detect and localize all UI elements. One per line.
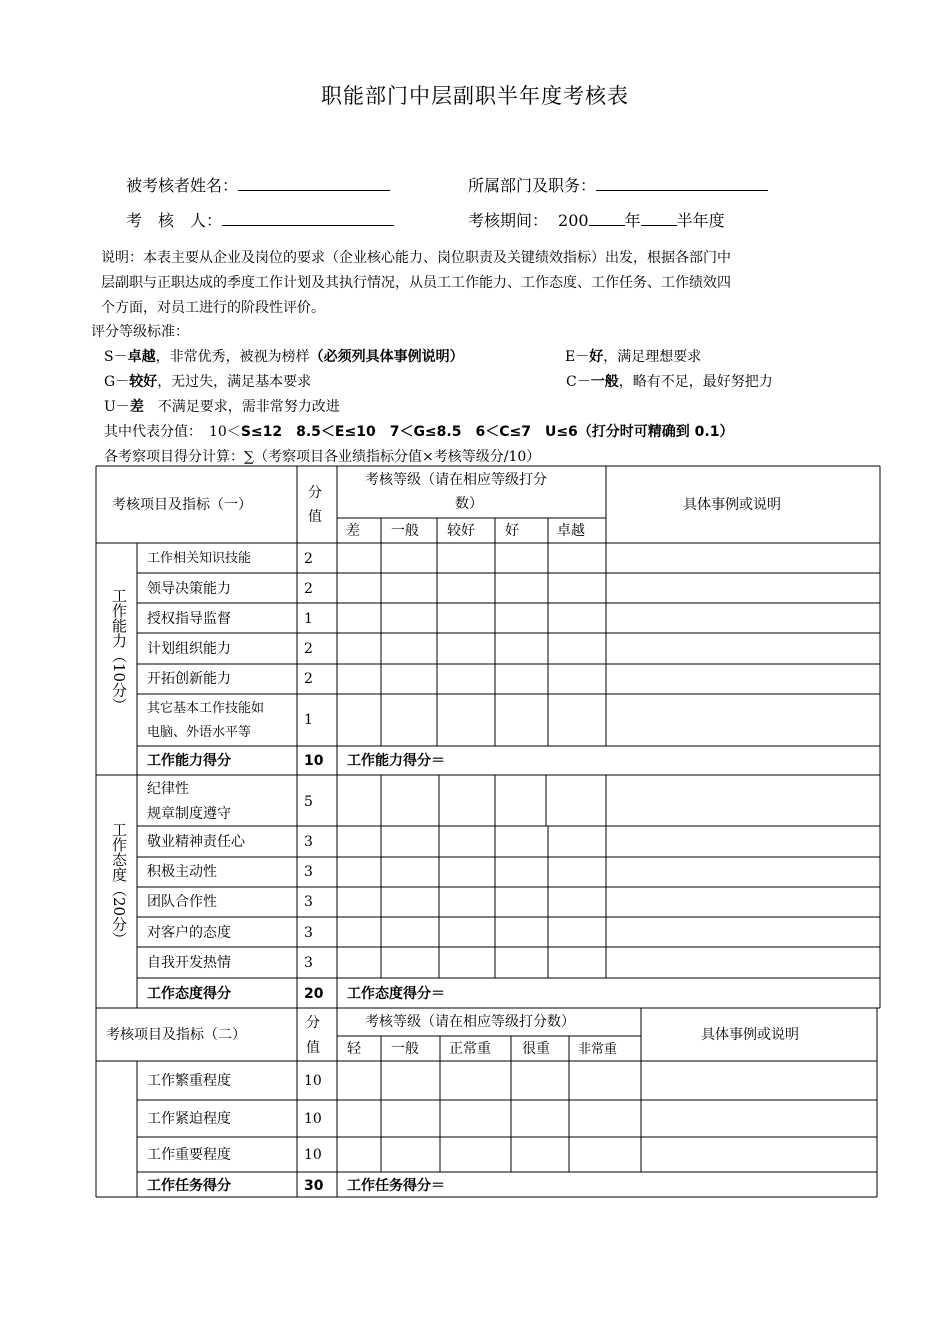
attitude-total-score: 20 <box>304 986 324 1002</box>
attitude-score-4: 3 <box>304 925 313 941</box>
ability-item-5a: 其它基本工作技能如 <box>147 701 265 716</box>
ability-item-0: 工作相关知识技能 <box>147 551 252 566</box>
t1-header-score-2: 值 <box>308 509 322 525</box>
t2-grade-3: 很重 <box>522 1041 550 1057</box>
t2-grade-2: 正常重 <box>449 1041 491 1057</box>
ability-item-3: 计划组织能力 <box>147 641 231 657</box>
attitude-item-2: 积极主动性 <box>147 864 217 880</box>
t1-header-item: 考核项目及指标（一） <box>112 497 252 513</box>
ability-item-1: 领导决策能力 <box>147 581 231 597</box>
t2-grade-1: 一般 <box>391 1041 419 1057</box>
ability-score-4: 2 <box>304 671 313 687</box>
t1-grade-3: 好 <box>505 523 519 539</box>
score-ranges: 其中代表分值： 10＜S≤12 8.5＜E≤10 7＜G≤8.5 6＜C≤7 U≤6（打分时可精确到 0.1） <box>104 424 734 440</box>
attitude-category-label: 工作态度（20分） <box>110 822 128 947</box>
attitude-total-label: 工作态度得分 <box>147 986 231 1002</box>
name-label: 被考核者姓名： <box>126 176 239 195</box>
ability-item-5b: 电脑、外语水平等 <box>147 725 252 740</box>
ability-score-2: 1 <box>304 611 313 627</box>
task-total-result: 工作任务得分＝ <box>347 1178 445 1194</box>
t2-header-score-1: 分 <box>306 1015 320 1031</box>
attitude-score-1: 3 <box>304 834 313 850</box>
dept-label: 所属部门及职务： <box>468 176 597 195</box>
period-label: 考核期间： <box>468 211 549 230</box>
attitude-score-5: 3 <box>304 955 313 971</box>
t1-header-grade-2: 数） <box>455 496 483 512</box>
ability-score-3: 2 <box>304 641 313 657</box>
t2-grade-0: 轻 <box>347 1041 361 1057</box>
assessor-label: 考 核 人： <box>126 211 223 230</box>
attitude-item-4: 对客户的态度 <box>147 925 231 941</box>
t2-grade-4: 非常重 <box>578 1042 618 1057</box>
attitude-item-3: 团队合作性 <box>147 894 217 910</box>
ability-item-2: 授权指导监督 <box>147 611 231 627</box>
t1-grade-4: 卓越 <box>557 523 585 539</box>
task-item-1: 工作紧迫程度 <box>147 1111 231 1127</box>
grade-c: C－一般，略有不足，最好努把力 <box>566 374 773 390</box>
t2-header-desc: 具体事例或说明 <box>701 1027 799 1043</box>
page-title: 职能部门中层副职半年度考核表 <box>321 84 629 108</box>
task-total-score: 30 <box>304 1178 324 1194</box>
period-year: 200 <box>558 211 589 230</box>
t2-header-item: 考核项目及指标（二） <box>106 1027 246 1043</box>
ability-score-0: 2 <box>304 551 313 567</box>
task-item-2: 工作重要程度 <box>147 1147 231 1163</box>
attitude-score-2: 3 <box>304 864 313 880</box>
task-score-0: 10 <box>304 1073 322 1089</box>
ability-total-label: 工作能力得分 <box>147 753 231 769</box>
t1-header-score-1: 分 <box>308 485 322 501</box>
score-formula: 各考察项目得分计算：∑（考察项目各业绩指标分值×考核等级分/10） <box>104 449 541 465</box>
task-total-label: 工作任务得分 <box>147 1178 231 1194</box>
attitude-total-result: 工作态度得分＝ <box>347 986 445 1002</box>
grade-u: U－差 不满足要求，需非常努力改进 <box>104 399 340 415</box>
task-score-1: 10 <box>304 1111 322 1127</box>
attitude-item-5: 自我开发热情 <box>147 955 231 971</box>
attitude-score-3: 3 <box>304 894 313 910</box>
ability-total-result: 工作能力得分＝ <box>347 753 445 769</box>
grade-e: E－好，满足理想要求 <box>565 349 702 365</box>
attitude-score-0: 5 <box>304 794 313 810</box>
ability-category-label: 工作能力（10分） <box>110 588 128 713</box>
ability-score-5: 1 <box>304 712 313 728</box>
intro-line-3: 个方面，对员工进行的阶段性评价。 <box>101 300 325 316</box>
t1-grade-0: 差 <box>346 523 360 539</box>
attitude-item-1: 敬业精神责任心 <box>147 834 245 850</box>
t1-grade-2: 较好 <box>447 523 475 539</box>
grade-g: G－较好，无过失，满足基本要求 <box>104 374 312 390</box>
ability-item-4: 开拓创新能力 <box>147 671 231 687</box>
task-score-2: 10 <box>304 1147 322 1163</box>
t2-header-score-2: 值 <box>306 1040 320 1056</box>
ability-score-1: 2 <box>304 581 313 597</box>
t1-header-grade-1: 考核等级（请在相应等级打分 <box>365 472 547 488</box>
attitude-item-0b: 规章制度遵守 <box>147 806 231 822</box>
attitude-item-0a: 纪律性 <box>147 781 189 797</box>
intro-line-2: 层副职与正职达成的季度工作计划及其执行情况，从员工工作能力、工作态度、工作任务、工作绩效四 <box>101 275 731 291</box>
standard-label: 评分等级标准： <box>91 324 189 340</box>
t1-grade-1: 一般 <box>391 523 419 539</box>
t1-header-desc: 具体事例或说明 <box>683 497 781 513</box>
task-item-0: 工作繁重程度 <box>147 1073 231 1089</box>
period-half: 半年度 <box>676 211 725 230</box>
intro-line-1: 说明：本表主要从企业及岗位的要求（企业核心能力、岗位职责及关键绩效指标）出发，根据各部门中 <box>101 250 731 266</box>
t2-header-grade: 考核等级（请在相应等级打分数） <box>365 1014 575 1030</box>
grade-s: S－卓越，非常优秀，被视为榜样（必须列具体事例说明） <box>104 349 464 365</box>
period-year-suffix: 年 <box>624 211 641 230</box>
ability-total-score: 10 <box>304 753 324 769</box>
